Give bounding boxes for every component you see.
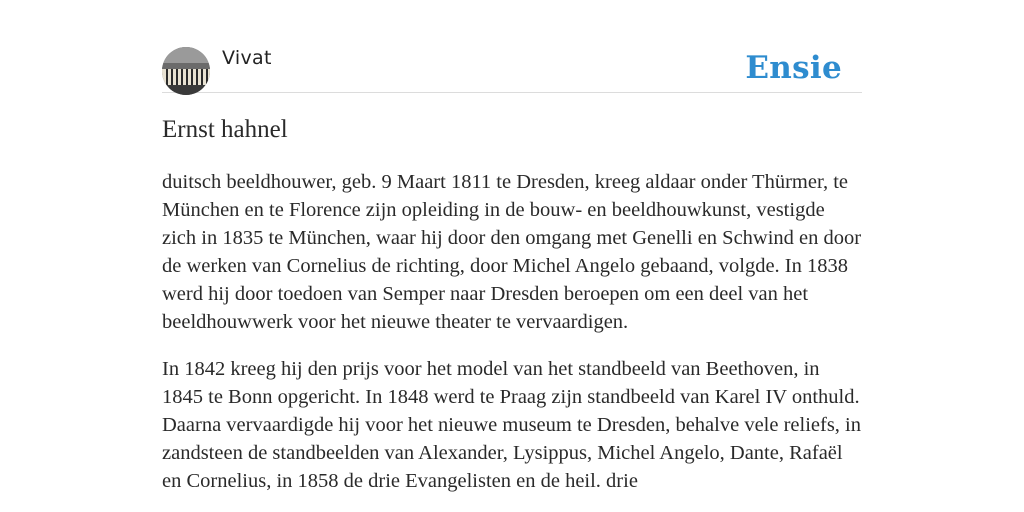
book-spines-icon [162, 47, 210, 95]
article-paragraph: In 1842 kreeg hij den prijs voor het model van het standbeeld van Beethoven, in 1845 te Bonn opgericht. In 1848 werd te Praag zijn standbeeld van Karel IV onthuld. Daarna vervaardigde hij voor het nieuwe museum te Dresden, behalve vele reliefs, in zandsteen de standbeelden van Alexander, Lysippus, Michel Angelo, Dante, Rafaël en Cornelius, in 1858 de drie Evangelisten en de heil. drie [162, 358, 862, 492]
site-header [162, 44, 862, 93]
author-name[interactable]: Vivat [222, 47, 272, 69]
article-body [162, 168, 862, 512]
author-avatar[interactable] [162, 47, 210, 95]
brand-logo[interactable]: Ensie [745, 50, 842, 86]
page-title: Ernst hahnel [162, 116, 288, 143]
article-paragraph: duitsch beeldhouwer, geb. 9 Maart 1811 te Dresden, kreeg aldaar onder Thürmer, te München en te Florence zijn opleiding in de bouw- en beeldhouwkunst, vestigde zich in 1835 te München, waar hij door den omgang met Genelli en Schwind en door de werken van Cornelius de richting, door Michel Angelo gebaand, volgde. In 1838 werd hij door toedoen van Semper naar Dresden beroepen om een deel van het beeldhouwwerk voor het nieuwe theater te vervaardigen. [162, 171, 862, 333]
